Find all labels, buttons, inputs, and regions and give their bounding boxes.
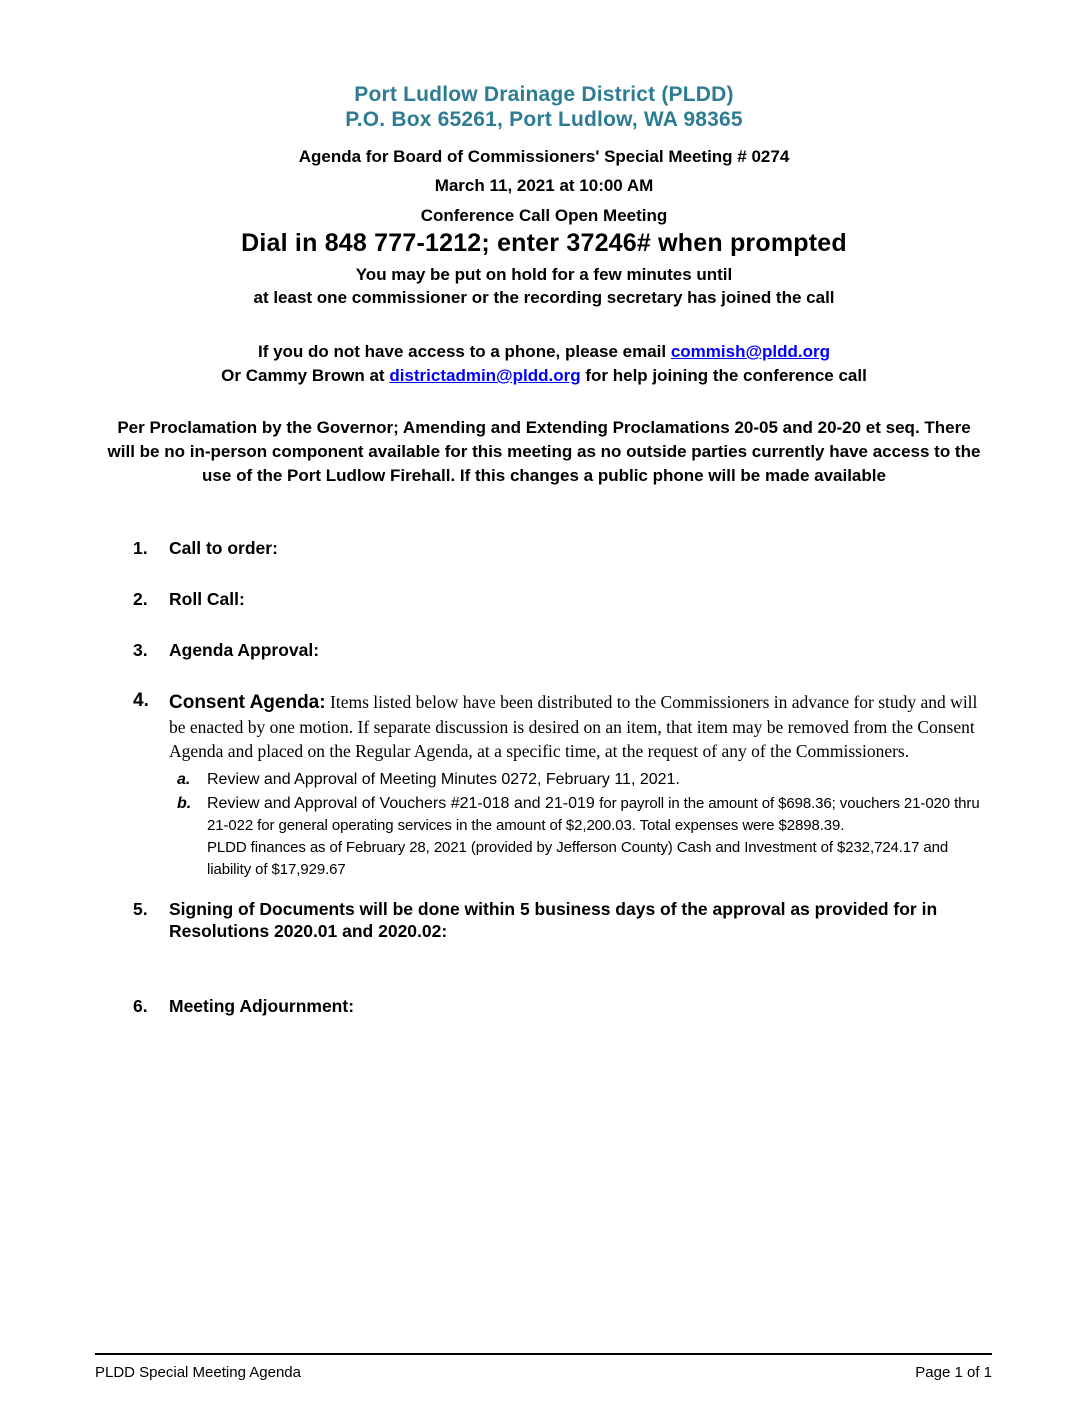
agenda-item-signing-documents: [133, 898, 988, 942]
sub-item-letter: b.: [177, 795, 192, 812]
finances-note: PLDD finances as of February 28, 2021 (provided by Jefferson County) Cash and Investment of $232,724.17 and liability of $17,929.67: [207, 839, 949, 878]
item-number: 5.: [133, 899, 148, 919]
meeting-datetime: March 11, 2021 at 10:00 AM: [434, 176, 654, 195]
item-number: 3.: [133, 640, 148, 660]
sub-item-vouchers: [177, 793, 988, 881]
commish-email-link[interactable]: commish@pldd.org: [670, 342, 831, 361]
footer-page-number: Page 1 of 1: [915, 1364, 992, 1381]
agenda-item-agenda-approval: [133, 639, 988, 661]
item-title: Signing of Documents will be done within 5 business days of the approval as provided for in Resolutions 2020.01 and 2020.02:: [169, 899, 938, 941]
agenda-item-consent-agenda: [133, 690, 988, 881]
agenda-item-meeting-adjournment: [133, 995, 988, 1017]
document-header: [100, 82, 988, 488]
item-title: Roll Call:: [169, 589, 245, 609]
agenda-item-list: [100, 537, 988, 1017]
item-number: 4.: [133, 690, 149, 711]
dial-in-instructions: Dial in 848 777-1212; enter 37246# when prompted: [241, 229, 847, 257]
districtadmin-email-link[interactable]: districtadmin@pldd.org: [389, 366, 581, 385]
agenda-item-roll-call: [133, 588, 988, 610]
page-footer: [95, 1353, 992, 1382]
email-help-line1: [100, 340, 988, 364]
governor-proclamation-note: Per Proclamation by the Governor; Amending and Extending Proclamations 20-05 and 20-20 et seq. There will be no in-person component available for this meeting as no outside parties currently have access to the use of the Port Ludlow Firehall. If this changes a public phone will be made available: [107, 418, 981, 485]
sub-item-text: Review and Approval of Meeting Minutes 0272, February 11, 2021.: [207, 771, 680, 788]
footer-document-title: PLDD Special Meeting Agenda: [95, 1364, 301, 1381]
item-title: Call to order:: [169, 538, 278, 558]
agenda-title: Agenda for Board of Commissioners' Special Meeting # 0274: [298, 147, 790, 166]
agenda-item-call-to-order: [133, 537, 988, 559]
item-title: Meeting Adjournment:: [169, 996, 355, 1016]
item-number: 6.: [133, 996, 148, 1016]
email1-prefix: If you do not have access to a phone, please email: [257, 342, 671, 361]
hold-note-line2: at least one commissioner or the recording secretary has joined the call: [253, 288, 835, 307]
email-help-line2: [100, 364, 988, 388]
hold-note-line1: You may be put on hold for a few minutes until: [355, 265, 733, 284]
voucher-paragraph: [207, 793, 988, 837]
item-title: Consent Agenda:: [169, 692, 326, 713]
email2-suffix: for help joining the conference call: [580, 366, 867, 385]
item-title: Agenda Approval:: [169, 640, 320, 660]
org-name: Port Ludlow Drainage District (PLDD): [354, 83, 734, 106]
voucher-amount-detail: for payroll in the amount of $698.36; vouchers 21-020 thru 21-022 for general operating services in the amount of $2,200.03. Total expenses were $2898.39.: [207, 795, 980, 834]
sub-item-letter: a.: [177, 771, 191, 788]
sub-item-text: Review and Approval of Vouchers #21-018 and 21-019: [207, 795, 600, 812]
sub-item-minutes: [177, 769, 988, 791]
org-address: P.O. Box 65261, Port Ludlow, WA 98365: [345, 108, 743, 131]
consent-sub-item-list: [169, 769, 988, 881]
hold-note: [100, 263, 988, 309]
email2-prefix: Or Cammy Brown at: [221, 366, 390, 385]
item-number: 2.: [133, 589, 148, 609]
item-number: 1.: [133, 538, 148, 558]
email-help-block: [100, 340, 988, 388]
consent-agenda-description: Items listed below have been distributed to the Commissioners in advance for study and will be enacted by one motion. If separate discussion is desired on an item, that item may be removed from the Consent Agenda and placed on the Regular Agenda, at a specific time, at the request of any of the Commissioners.: [169, 692, 978, 761]
consent-agenda-paragraph: [169, 690, 988, 763]
meeting-type: Conference Call Open Meeting: [420, 206, 668, 225]
